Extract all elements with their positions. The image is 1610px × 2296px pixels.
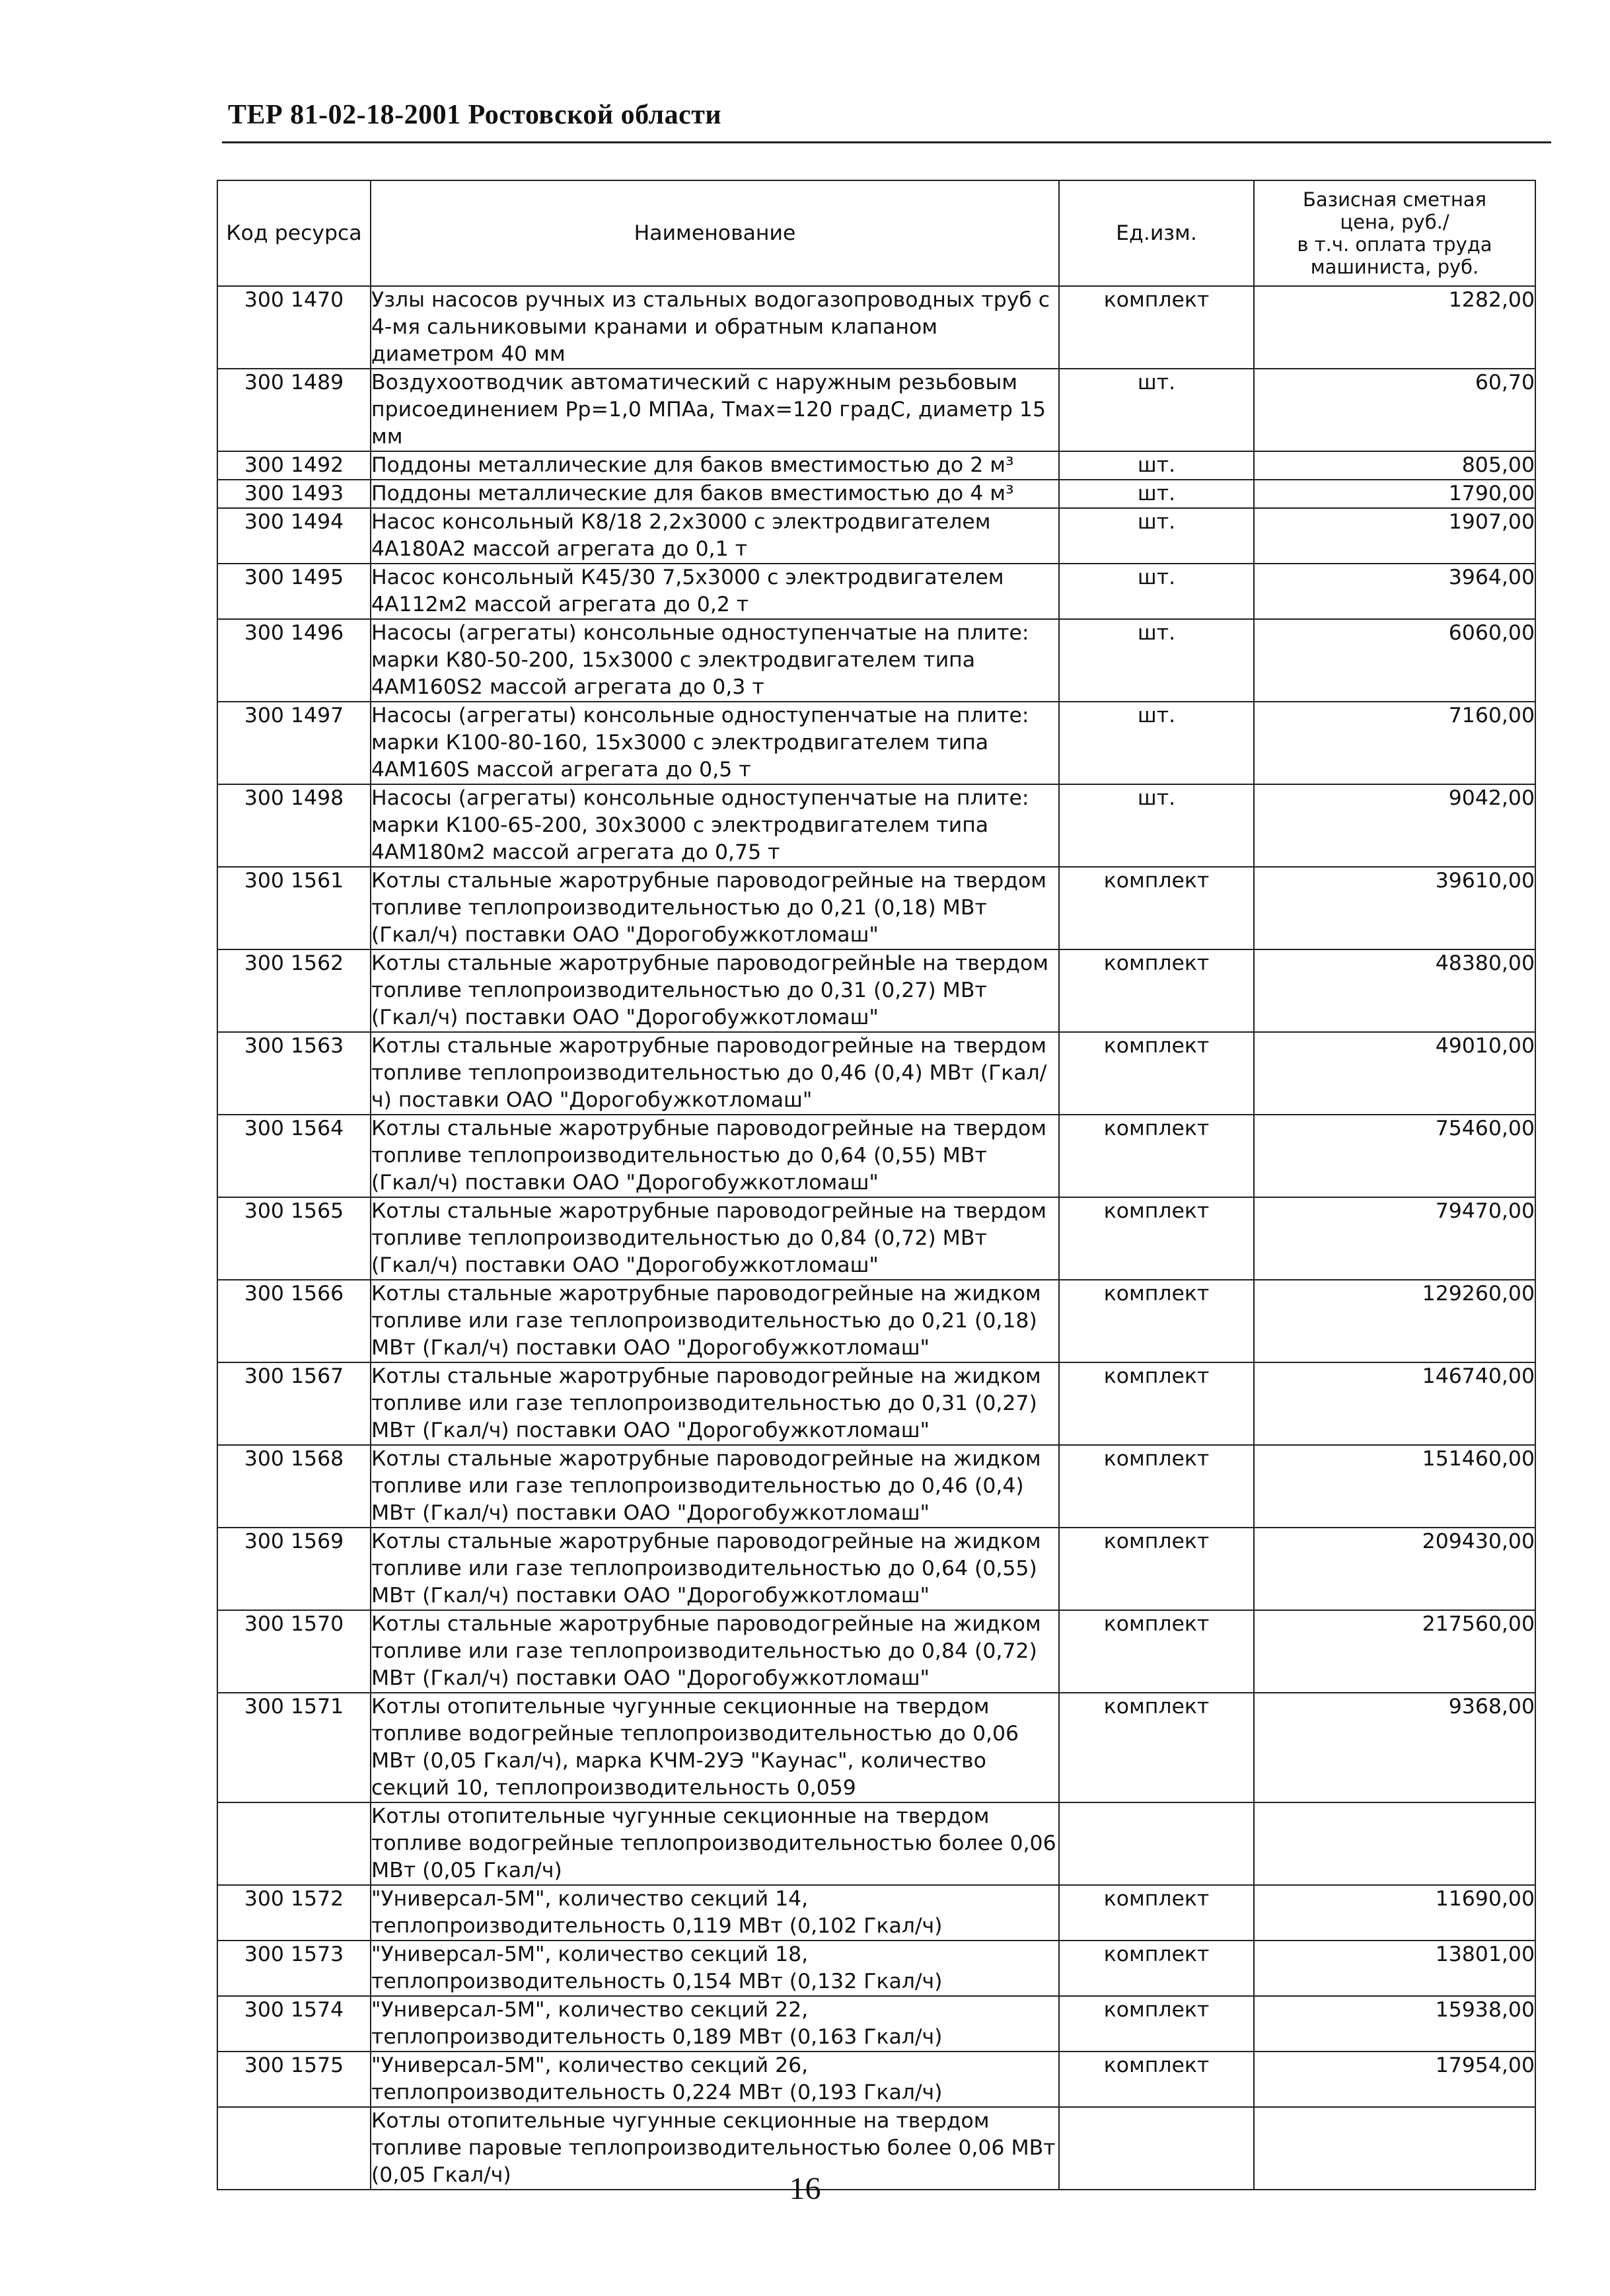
cell-price: 1790,00 bbox=[1254, 480, 1535, 508]
column-header-price-line-4: машиниста, руб. bbox=[1310, 256, 1479, 278]
table-row bbox=[217, 286, 1535, 369]
cell-price: 3964,00 bbox=[1254, 564, 1535, 619]
cell-resource-code: 300 1498 bbox=[217, 784, 371, 867]
cell-resource-name: Котлы стальные жаротрубные пароводогрейные на твердом топливе теплопроизводительностью до 0,84 (0,72) МВт (Гкал/ч) поставки ОАО "Дорогобужкотломаш" bbox=[371, 1197, 1059, 1280]
cell-price: 209430,00 bbox=[1254, 1528, 1535, 1610]
cell-price: 49010,00 bbox=[1254, 1032, 1535, 1115]
cell-resource-name: "Универсал-5М", количество секций 26, теплопроизводительность 0,224 МВт (0,193 Гкал/ч) bbox=[371, 2052, 1059, 2107]
column-header-code: Код ресурса bbox=[217, 180, 371, 286]
cell-resource-code: 300 1569 bbox=[217, 1528, 371, 1610]
cell-resource-name: "Универсал-5М", количество секций 14, теплопроизводительность 0,119 МВт (0,102 Гкал/ч) bbox=[371, 1885, 1059, 1941]
cell-price: 151460,00 bbox=[1254, 1445, 1535, 1528]
cell-resource-name: Насос консольный К45/30 7,5х3000 с электродвигателем 4А112м2 массой агрегата до 0,2 т bbox=[371, 564, 1059, 619]
cell-resource-code bbox=[217, 1802, 371, 1885]
table-header-row bbox=[217, 180, 1535, 286]
cell-price: 75460,00 bbox=[1254, 1115, 1535, 1197]
cell-resource-code: 300 1493 bbox=[217, 480, 371, 508]
cell-resource-name: Котлы стальные жаротрубные пароводогрейные на жидком топливе или газе теплопроизводительностью до 0,31 (0,27) МВт (Гкал/ч) поставки ОАО "Дорогобужкотломаш" bbox=[371, 1362, 1059, 1445]
cell-price: 11690,00 bbox=[1254, 1885, 1535, 1941]
cell-unit: комплект bbox=[1059, 1445, 1254, 1528]
cell-resource-code: 300 1568 bbox=[217, 1445, 371, 1528]
cell-resource-name: Котлы стальные жаротрубные пароводогрейные на твердом топливе теплопроизводительностью до 0,64 (0,55) МВт (Гкал/ч) поставки ОАО "Дорогобужкотломаш" bbox=[371, 1115, 1059, 1197]
cell-unit: комплект bbox=[1059, 1885, 1254, 1941]
cell-price: 9042,00 bbox=[1254, 784, 1535, 867]
cell-unit: комплект bbox=[1059, 949, 1254, 1032]
cell-price: 1282,00 bbox=[1254, 286, 1535, 369]
cell-resource-code: 300 1492 bbox=[217, 451, 371, 480]
cell-price: 60,70 bbox=[1254, 369, 1535, 451]
cell-unit: комплект bbox=[1059, 1693, 1254, 1802]
table-row bbox=[217, 2052, 1535, 2107]
cell-resource-code: 300 1496 bbox=[217, 619, 371, 702]
cell-unit: комплект bbox=[1059, 1197, 1254, 1280]
cell-price: 7160,00 bbox=[1254, 702, 1535, 784]
cell-resource-code: 300 1497 bbox=[217, 702, 371, 784]
table-row bbox=[217, 1885, 1535, 1941]
resource-price-table bbox=[217, 180, 1536, 2190]
cell-resource-name: Насосы (агрегаты) консольные одноступенчатые на плите: марки К80-50-200, 15х3000 с электродвигателем типа 4АМ160S2 массой агрегата до 0,3 т bbox=[371, 619, 1059, 702]
cell-price: 6060,00 bbox=[1254, 619, 1535, 702]
table-row bbox=[217, 369, 1535, 451]
cell-resource-name: Котлы стальные жаротрубные пароводогрейные на жидком топливе или газе теплопроизводительностью до 0,64 (0,55) МВт (Гкал/ч) поставки ОАО "Дорогобужкотломаш" bbox=[371, 1528, 1059, 1610]
cell-unit: шт. bbox=[1059, 784, 1254, 867]
cell-resource-name: Котлы стальные жаротрубные пароводогрейные на жидком топливе или газе теплопроизводительностью до 0,84 (0,72) МВт (Гкал/ч) поставки ОАО "Дорогобужкотломаш" bbox=[371, 1610, 1059, 1693]
cell-resource-code: 300 1567 bbox=[217, 1362, 371, 1445]
cell-resource-code: 300 1570 bbox=[217, 1610, 371, 1693]
document-header-title: ТЕР 81-02-18-2001 Ростовской области bbox=[228, 100, 722, 130]
cell-resource-name: Воздухоотводчик автоматический с наружным резьбовым присоединением Рр=1,0 МПАа, Тмах=120 градС, диаметр 15 мм bbox=[371, 369, 1059, 451]
cell-resource-name: Насосы (агрегаты) консольные одноступенчатые на плите: марки К100-65-200, 30х3000 с электродвигателем типа 4АМ180м2 массой агрегата до 0,75 т bbox=[371, 784, 1059, 867]
cell-resource-code: 300 1562 bbox=[217, 949, 371, 1032]
cell-resource-code: 300 1572 bbox=[217, 1885, 371, 1941]
column-header-price bbox=[1254, 180, 1535, 286]
cell-resource-code: 300 1494 bbox=[217, 508, 371, 564]
cell-unit: шт. bbox=[1059, 564, 1254, 619]
table-row bbox=[217, 1032, 1535, 1115]
column-header-price-line-1: Базисная сметная bbox=[1302, 188, 1486, 211]
table-row bbox=[217, 508, 1535, 564]
cell-price: 15938,00 bbox=[1254, 1996, 1535, 2052]
header-divider bbox=[222, 141, 1551, 143]
table-row bbox=[217, 1528, 1535, 1610]
cell-resource-name: Котлы стальные жаротрубные пароводогрейнЫе на твердом топливе теплопроизводительностью до 0,31 (0,27) МВт (Гкал/ч) поставки ОАО "Дорогобужкотломаш" bbox=[371, 949, 1059, 1032]
cell-resource-code: 300 1561 bbox=[217, 867, 371, 949]
table-row bbox=[217, 1115, 1535, 1197]
cell-resource-name: Поддоны металлические для баков вместимостью до 4 м³ bbox=[371, 480, 1059, 508]
cell-resource-code: 300 1566 bbox=[217, 1280, 371, 1362]
cell-unit: шт. bbox=[1059, 619, 1254, 702]
table-row bbox=[217, 1941, 1535, 1996]
cell-price: 129260,00 bbox=[1254, 1280, 1535, 1362]
cell-unit: шт. bbox=[1059, 480, 1254, 508]
table-row bbox=[217, 1445, 1535, 1528]
cell-price: 79470,00 bbox=[1254, 1197, 1535, 1280]
table-row bbox=[217, 564, 1535, 619]
cell-price: 48380,00 bbox=[1254, 949, 1535, 1032]
cell-price: 1907,00 bbox=[1254, 508, 1535, 564]
cell-resource-code: 300 1564 bbox=[217, 1115, 371, 1197]
cell-unit: комплект bbox=[1059, 1941, 1254, 1996]
cell-resource-name: Котлы стальные жаротрубные пароводогрейные на жидком топливе или газе теплопроизводительностью до 0,46 (0,4) МВт (Гкал/ч) поставки ОАО "Дорогобужкотломаш" bbox=[371, 1445, 1059, 1528]
cell-resource-code: 300 1470 bbox=[217, 286, 371, 369]
cell-resource-code: 300 1495 bbox=[217, 564, 371, 619]
table-row bbox=[217, 619, 1535, 702]
cell-resource-name: Котлы отопительные чугунные секционные на твердом топливе водогрейные теплопроизводительностью более 0,06 МВт (0,05 Гкал/ч) bbox=[371, 1802, 1059, 1885]
cell-unit: комплект bbox=[1059, 867, 1254, 949]
table-row bbox=[217, 1362, 1535, 1445]
cell-resource-code: 300 1489 bbox=[217, 369, 371, 451]
cell-resource-code: 300 1571 bbox=[217, 1693, 371, 1802]
cell-resource-name: Котлы стальные жаротрубные пароводогрейные на твердом топливе теплопроизводительностью до 0,21 (0,18) МВт (Гкал/ч) поставки ОАО "Дорогобужкотломаш" bbox=[371, 867, 1059, 949]
column-header-unit: Ед.изм. bbox=[1059, 180, 1254, 286]
cell-resource-code: 300 1574 bbox=[217, 1996, 371, 2052]
cell-resource-name: Котлы отопительные чугунные секционные на твердом топливе водогрейные теплопроизводительностью до 0,06 МВт (0,05 Гкал/ч), марка КЧМ-2УЭ "Каунас", количество секций 10, теплопроизводительность 0,059 bbox=[371, 1693, 1059, 1802]
cell-resource-name: Поддоны металлические для баков вместимостью до 2 м³ bbox=[371, 451, 1059, 480]
cell-resource-name: "Универсал-5М", количество секций 18, теплопроизводительность 0,154 МВт (0,132 Гкал/ч) bbox=[371, 1941, 1059, 1996]
cell-price: 39610,00 bbox=[1254, 867, 1535, 949]
cell-price: 13801,00 bbox=[1254, 1941, 1535, 1996]
cell-resource-name: Котлы стальные жаротрубные пароводогрейные на твердом топливе теплопроизводительностью до 0,46 (0,4) МВт (Гкал/ч) поставки ОАО "Дорогобужкотломаш" bbox=[371, 1032, 1059, 1115]
table-row bbox=[217, 1802, 1535, 1885]
cell-price: 217560,00 bbox=[1254, 1610, 1535, 1693]
column-header-name: Наименование bbox=[371, 180, 1059, 286]
table-row bbox=[217, 702, 1535, 784]
table-row bbox=[217, 1280, 1535, 1362]
cell-price: 17954,00 bbox=[1254, 2052, 1535, 2107]
cell-unit: комплект bbox=[1059, 286, 1254, 369]
table-row bbox=[217, 949, 1535, 1032]
cell-price bbox=[1254, 1802, 1535, 1885]
cell-resource-name: Насосы (агрегаты) консольные одноступенчатые на плите: марки К100-80-160, 15х3000 с электродвигателем типа 4АМ160S массой агрегата до 0,5 т bbox=[371, 702, 1059, 784]
column-header-price-line-3: в т.ч. оплата труда bbox=[1297, 233, 1492, 256]
cell-price: 9368,00 bbox=[1254, 1693, 1535, 1802]
cell-price: 146740,00 bbox=[1254, 1362, 1535, 1445]
cell-resource-code: 300 1565 bbox=[217, 1197, 371, 1280]
table-row bbox=[217, 1996, 1535, 2052]
page-number: 16 bbox=[789, 2171, 821, 2206]
table-row bbox=[217, 1197, 1535, 1280]
cell-resource-code: 300 1575 bbox=[217, 2052, 371, 2107]
cell-unit: шт. bbox=[1059, 451, 1254, 480]
cell-unit: комплект bbox=[1059, 1528, 1254, 1610]
cell-unit: комплект bbox=[1059, 1996, 1254, 2052]
cell-unit: комплект bbox=[1059, 1280, 1254, 1362]
cell-unit: шт. bbox=[1059, 369, 1254, 451]
cell-unit: комплект bbox=[1059, 1032, 1254, 1115]
table-row bbox=[217, 451, 1535, 480]
table-row bbox=[217, 1693, 1535, 1802]
cell-unit: шт. bbox=[1059, 508, 1254, 564]
column-header-price-line-2: цена, руб./ bbox=[1340, 211, 1449, 233]
table-row bbox=[217, 480, 1535, 508]
cell-unit: комплект bbox=[1059, 1115, 1254, 1197]
cell-unit bbox=[1059, 1802, 1254, 1885]
cell-resource-name: Насос консольный К8/18 2,2х3000 с электродвигателем 4А180А2 массой агрегата до 0,1 т bbox=[371, 508, 1059, 564]
cell-unit: комплект bbox=[1059, 1610, 1254, 1693]
cell-resource-name: Котлы стальные жаротрубные пароводогрейные на жидком топливе или газе теплопроизводительностью до 0,21 (0,18) МВт (Гкал/ч) поставки ОАО "Дорогобужкотломаш" bbox=[371, 1280, 1059, 1362]
cell-unit: шт. bbox=[1059, 702, 1254, 784]
cell-price: 805,00 bbox=[1254, 451, 1535, 480]
table-row bbox=[217, 867, 1535, 949]
cell-resource-name: Узлы насосов ручных из стальных водогазопроводных труб с 4-мя сальниковыми кранами и обратным клапаном диаметром 40 мм bbox=[371, 286, 1059, 369]
cell-resource-code: 300 1573 bbox=[217, 1941, 371, 1996]
cell-unit: комплект bbox=[1059, 2052, 1254, 2107]
cell-resource-name: "Универсал-5М", количество секций 22, теплопроизводительность 0,189 МВт (0,163 Гкал/ч) bbox=[371, 1996, 1059, 2052]
cell-unit: комплект bbox=[1059, 1362, 1254, 1445]
table-row bbox=[217, 784, 1535, 867]
cell-resource-code: 300 1563 bbox=[217, 1032, 371, 1115]
cell-resource-name: Котлы отопительные чугунные секционные на твердом топливе паровые теплопроизводительностью более 0,06 МВт (0,05 Гкал/ч) bbox=[371, 2107, 1059, 2190]
table-row bbox=[217, 1610, 1535, 1693]
